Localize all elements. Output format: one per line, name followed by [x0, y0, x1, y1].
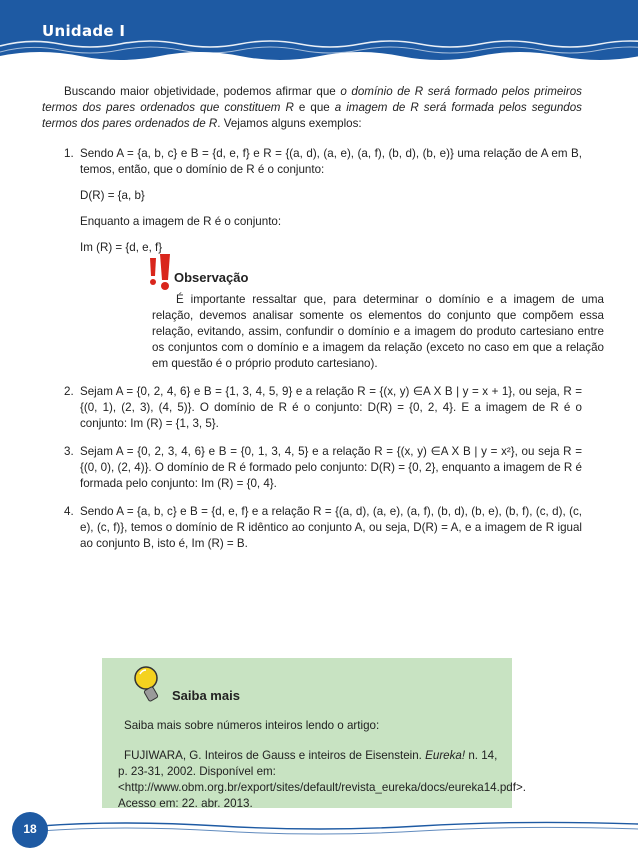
example-item-2 — [42, 384, 582, 432]
image-intro: Enquanto a imagem de R é o conjunto: — [80, 215, 282, 228]
lightbulb-icon — [132, 662, 168, 710]
example-item-1 — [42, 146, 604, 372]
exclamation-icon — [146, 254, 176, 290]
domain-result: D(R) = {a, b} — [80, 189, 145, 202]
page-number-badge — [12, 812, 48, 848]
image-result: Im (R) = {d, e, f} — [80, 241, 163, 254]
intro-domain-definition: o domínio de R será formado pelos primeiros termos dos pares ordenados que constituem R — [42, 85, 582, 114]
item-number: 1. — [64, 147, 74, 160]
saiba-mais-box — [102, 658, 526, 810]
footer-wave-decoration — [0, 818, 638, 856]
item-number: 2. — [64, 385, 74, 398]
examples-list — [42, 146, 604, 552]
observation-header — [152, 264, 604, 292]
reference-journal: Eureka! — [425, 749, 466, 762]
observation-body: É importante ressaltar que, para determinar o domínio e a imagem de uma relação, devemos analisar somente os elementos do conjunto que compõem essa relação, evitando, assim, confundir o domínio e a imagem do produto cartesiano entre os conjuntos com o domínio e a imagem da relação (exceto no caso em que a relação em questão é o próprio produto cartesiano). — [152, 293, 604, 370]
item-text: Sendo A = {a, b, c} e B = {d, e, f} e R = {(a, d), (a, e), (a, f), (b, d), (b, e)} uma relação de A em B, temos, então, que o domínio de R é o conjunto: — [80, 147, 582, 176]
saiba-mais-intro: Saiba mais sobre números inteiros lendo o artigo: — [124, 719, 380, 732]
example-item-3 — [42, 444, 582, 492]
intro-part-1: Buscando maior objetividade, podemos afirmar que — [64, 85, 341, 98]
saiba-mais-title: Saiba mais — [172, 688, 240, 703]
example-item-4 — [42, 504, 582, 552]
observation-box — [80, 264, 604, 372]
page-number: 18 — [23, 822, 37, 836]
item-number: 4. — [64, 505, 74, 518]
intro-part-3: e que — [293, 101, 335, 114]
reference-details: n. 14, p. 23-31, 2002. Disponível em: <http://www.obm.org.br/export/sites/default/revista_eureka/docs/eureka14.pdf>. Acesso em: 22. abr. 2013. — [118, 749, 526, 810]
item-number: 3. — [64, 445, 74, 458]
unit-title: Unidade I — [42, 22, 126, 40]
saiba-mais-reference — [118, 748, 526, 812]
intro-image-definition: a imagem de R será formada pelos segundos termos dos pares ordenados de R — [42, 101, 582, 130]
header-band — [0, 0, 638, 62]
item-text: Sejam A = {0, 2, 3, 4, 6} e B = {0, 1, 3, 4, 5} e a relação R = {(x, y) ∈A X B | y = x²}, ou seja R ={(0, 0), (2, 4)}. O domínio de R é formado pelo conjunto: D(R) = {0, 2}, enquanto a imagem de R é formada pelo conjunto: Im (R) = {0, 4}. — [80, 445, 582, 490]
intro-paragraph — [42, 84, 582, 132]
item-text: Sejam A = {0, 2, 4, 6} e B = {1, 3, 4, 5, 9} e a relação R = {(x, y) ∈A X B | y = x + 1}, ou seja, R = {(0, 1), (2, 3), (4, 5)}. O domínio de R é o conjunto: D(R) = {0, 2, 4}. E a imagem de R é o conjunto: Im (R) = {1, 3, 5}. — [80, 385, 582, 430]
observation-title: Observação — [174, 270, 249, 285]
reference-author-title: FUJIWARA, G. Inteiros de Gauss e inteiros de Eisenstein. — [124, 749, 426, 762]
main-content — [42, 84, 604, 564]
item-text: Sendo A = {a, b, c} e B = {d, e, f} e a relação R = {(a, d), (a, e), (a, f), (b, d), (b, e), (b, f), (c, d), (c, e), (c, f)}, temos o domínio de R idêntico ao conjunto A, ou seja, D(R) = A, e a imagem de R igual ao conjunto B, isto é, Im (R) = B. — [80, 505, 582, 550]
intro-part-5: . Vejamos alguns exemplos: — [217, 117, 362, 130]
